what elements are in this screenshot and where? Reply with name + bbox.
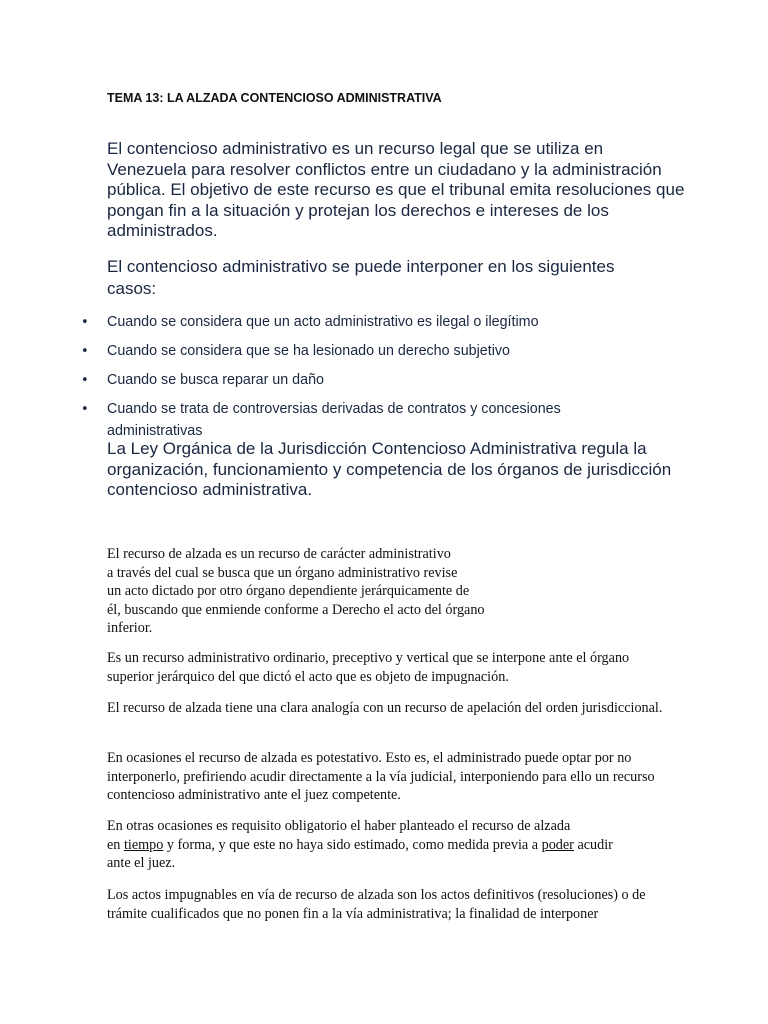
ley-organica-paragraph: La Ley Orgánica de la Jurisdicción Contencioso Administrativa regula la organización, funcionamiento y competencia de los órganos de jurisdicción contencioso administrativa. (107, 439, 672, 499)
text-line: un acto dictado por otro órgano dependiente jerárquicamente de (107, 583, 470, 599)
tiempo-link[interactable]: tiempo (123, 836, 164, 853)
text-line: él, buscando que enmiende conforme a Derecho el acto del órgano (107, 601, 485, 618)
list-item-text: Cuando se considera que se ha lesionado un derecho subjetivo (107, 343, 510, 359)
bullet-icon: • (81, 344, 89, 359)
cases-intro-paragraph: El contencioso administrativo se puede interponer en los siguientes casos: (107, 257, 615, 298)
analogia-paragraph: El recurso de alzada tiene una clara analogía con un recurso de apelación del orden jurisdiccional. (107, 700, 663, 716)
bullet-icon: • (81, 402, 89, 417)
text-line: El recurso de alzada es un recurso de carácter administrativo (107, 546, 451, 562)
list-item (0, 312, 768, 334)
text-line: inferior. (107, 620, 153, 636)
alzada-definition-paragraph (107, 545, 527, 638)
list-item-text: Cuando se trata de controversias derivadas de contratos y concesiones administrativas (107, 401, 561, 439)
cases-list (0, 312, 768, 450)
ordinario-paragraph: Es un recurso administrativo ordinario, preceptivo y vertical que se interpone ante el órgano superior jerárquico del que dictó el acto que es objeto de impugnación. (107, 650, 630, 685)
potestativo-paragraph: En ocasiones el recurso de alzada es potestativo. Esto es, el administrado puede optar por no interponerlo, prefiriendo acudir directamente a la vía judicial, interponiendo para ello un recurso contencioso administrativo ante el juez competente. (107, 750, 655, 803)
text-fragment: acudir (573, 836, 613, 853)
poder-link[interactable]: poder (541, 836, 574, 853)
bullet-icon: • (81, 373, 89, 388)
list-item-text: Cuando se busca reparar un daño (107, 372, 324, 388)
text-fragment: y forma, y que este no haya sido estimado, como medida previa a (163, 836, 542, 853)
bullet-icon: • (81, 315, 89, 330)
list-item (0, 399, 768, 442)
actos-impugnables-paragraph: Los actos impugnables en vía de recurso de alzada son los actos definitivos (resoluciones) o de trámite cualificados que no ponen fin a la vía administrativa; la finalidad de interponer (107, 887, 646, 922)
text-fragment: en (107, 836, 124, 853)
text-line: ante el juez. (107, 855, 176, 871)
list-item-text: Cuando se considera que un acto administrativo es ilegal o ilegítimo (107, 314, 539, 330)
obligatorio-paragraph (107, 817, 667, 873)
text-line: En otras ocasiones es requisito obligatorio el haber planteado el recurso de alzada (107, 818, 571, 834)
intro-paragraph: El contencioso administrativo es un recurso legal que se utiliza en Venezuela para resolver conflictos entre un ciudadano y la administración pública. El objetivo de este recurso es que el tribunal emita resoluciones que pongan fin a la situación y protejan los derechos e intereses de los administrados. (107, 139, 685, 240)
text-line (107, 836, 667, 855)
document-title: TEMA 13: LA ALZADA CONTENCIOSO ADMINISTRATIVA (107, 91, 442, 105)
text-line: a través del cual se busca que un órgano administrativo revise (107, 564, 458, 581)
list-item (0, 341, 768, 363)
list-item (0, 370, 768, 392)
